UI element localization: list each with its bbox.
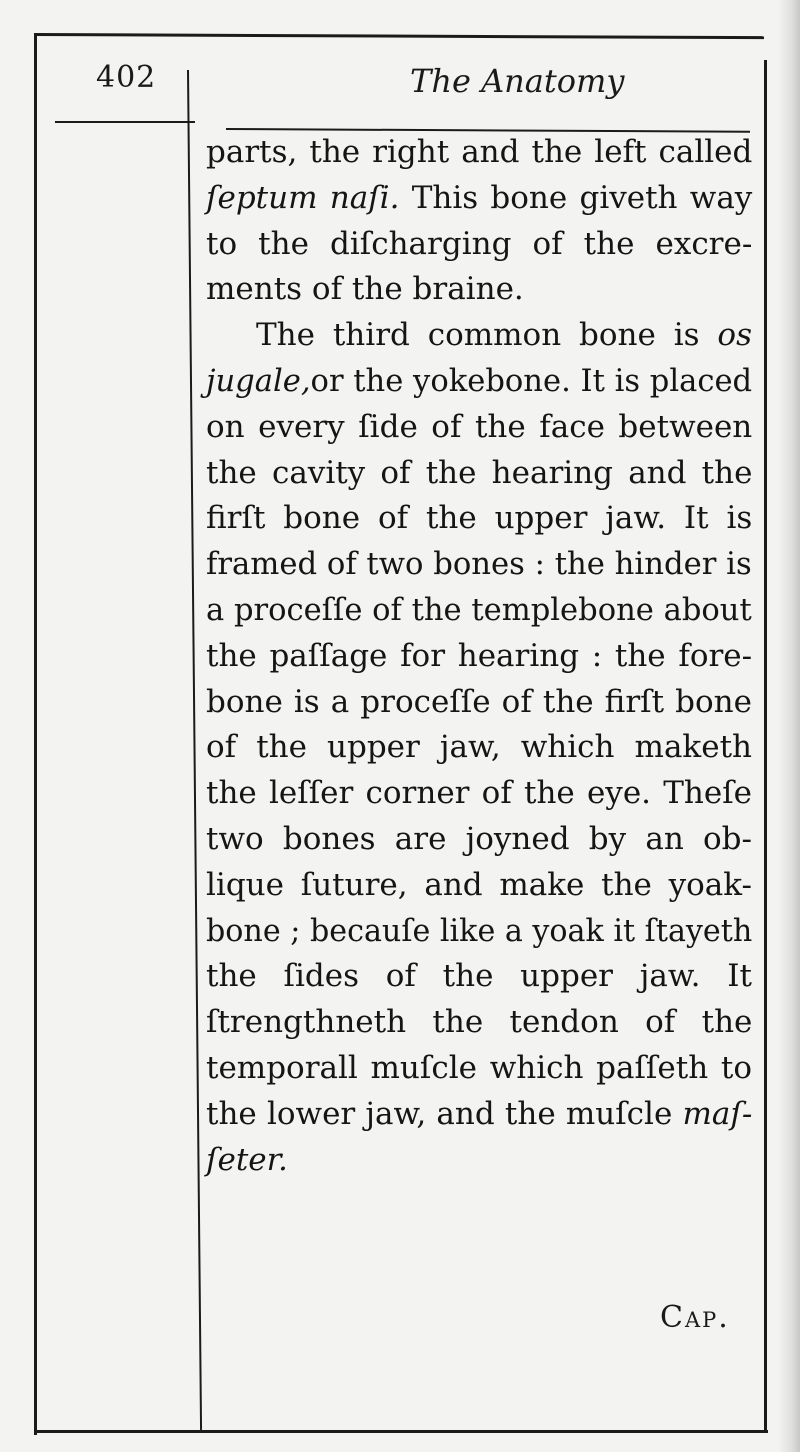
binding-shadow xyxy=(778,0,800,1452)
text-line xyxy=(206,1092,752,1138)
text-line xyxy=(206,451,752,497)
text-segment: to the diſcharging of the excre- xyxy=(206,225,753,262)
frame-rule-left xyxy=(34,35,37,1435)
text-line xyxy=(206,542,752,588)
text-segment: the cavity of the hearing and the xyxy=(206,454,753,491)
text-segment: a proceſſe of the templebone about xyxy=(206,591,752,628)
text-line xyxy=(206,725,752,771)
text-line xyxy=(206,359,753,405)
text-line xyxy=(206,313,752,359)
text-segment: of the upper jaw, which maketh xyxy=(206,729,752,766)
text-line xyxy=(206,405,752,451)
text-line xyxy=(206,130,752,176)
text-segment: framed of two bones : the hinder is xyxy=(206,546,752,583)
text-segment: parts, the right and the left called xyxy=(206,134,753,170)
catchword: Cap. xyxy=(660,1300,730,1335)
text-line xyxy=(206,267,752,313)
italic-text: jugale, xyxy=(206,362,311,399)
text-line xyxy=(206,1000,752,1046)
margin-column-rule xyxy=(55,121,195,123)
frame-rule-right xyxy=(764,60,767,1430)
text-line xyxy=(206,496,752,542)
text-line xyxy=(206,680,752,726)
text-segment: This bone giveth way xyxy=(399,179,753,216)
text-segment: firſt bone of the upper jaw. It is xyxy=(206,500,753,537)
text-line xyxy=(206,863,752,909)
frame-rule-top xyxy=(34,33,764,39)
frame-rule-bottom xyxy=(34,1430,768,1433)
body-text xyxy=(206,130,752,1183)
text-line xyxy=(206,771,752,817)
text-line xyxy=(206,176,752,222)
page-number: 402 xyxy=(96,60,157,95)
text-line xyxy=(206,909,753,955)
text-segment: The third common bone is xyxy=(256,317,718,354)
text-segment: temporall muſcle which paſſeth to xyxy=(206,1049,752,1086)
text-line xyxy=(206,634,752,680)
text-segment: on every ſide of the face between xyxy=(206,408,753,445)
text-segment: the paſſage for hearing : the fore- xyxy=(206,637,753,674)
text-segment: the lower jaw, and the muſcle xyxy=(206,1095,683,1132)
text-segment: lique ſuture, and make the yoak- xyxy=(206,866,752,903)
text-segment: ments of the braine. xyxy=(206,271,524,308)
text-line xyxy=(206,954,752,1000)
italic-text: ſeter. xyxy=(206,1141,288,1178)
text-segment: or the yokebone. It is placed xyxy=(310,362,753,399)
text-column-rule xyxy=(187,70,202,1430)
text-line xyxy=(206,222,752,268)
running-head: The Anatomy xyxy=(410,62,625,100)
text-line xyxy=(206,1046,752,1092)
text-line xyxy=(206,588,752,634)
italic-text: ſeptum naſi. xyxy=(206,179,400,216)
text-segment: two bones are joyned by an ob- xyxy=(206,820,752,857)
text-line xyxy=(206,817,752,863)
italic-text: os xyxy=(717,317,752,354)
text-line xyxy=(206,1138,752,1184)
italic-text: maſ- xyxy=(682,1095,753,1132)
text-segment: bone ; becauſe like a yoak it ſtayeth xyxy=(206,912,753,949)
text-segment: the leſſer corner of the eye. Theſe xyxy=(206,775,753,812)
text-segment: bone is a proceſſe of the firſt bone xyxy=(206,683,752,720)
text-segment: ſtrengthneth the tendon of the xyxy=(206,1004,753,1041)
text-segment: the ſides of the upper jaw. It xyxy=(206,958,752,995)
